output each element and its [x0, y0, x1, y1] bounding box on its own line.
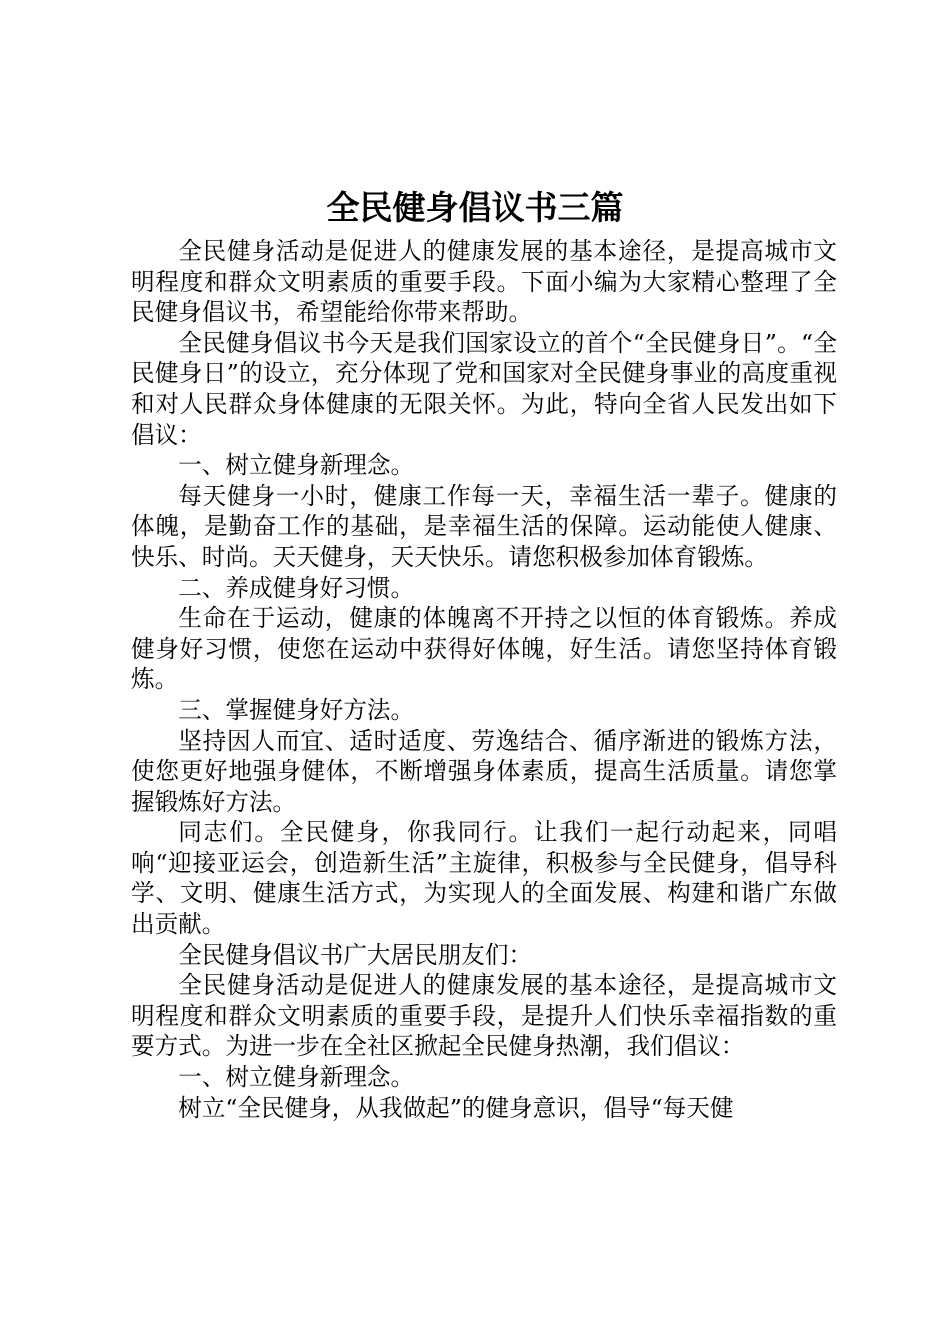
section-heading-1: 一、树立健身新理念。: [178, 451, 415, 480]
document-title: 全民健身倡议书三篇: [326, 188, 624, 227]
paragraph-proposal-1-opening: 全民健身倡议书今天是我们国家设立的首个“全民健身日”。“全民健身日”的设立，充分体现了党和国家对全民健身事业的高度重视和对人民群众身体健康的无限关怀。为此，特向全省人民发出如下倡议：: [131, 328, 837, 449]
paragraph-closing: 同志们。全民健身，你我同行。让我们一起行动起来，同唱响“迎接亚运会，创造新生活”主旋律，积极参与全民健身，倡导科学、文明、健康生活方式，为实现人的全面发展、构建和谐广东做出贡献。: [131, 818, 837, 939]
paragraph: 每天健身一小时，健康工作每一天，幸福生活一辈子。健康的体魄，是勤奋工作的基础，是幸福生活的保障。运动能使人健康、快乐、时尚。天天健身，天天快乐。请您积极参加体育锻炼。: [131, 481, 837, 571]
section-heading-1: 一、树立健身新理念。: [178, 1063, 415, 1092]
paragraph: 坚持因人而宜、适时适度、劳逸结合、循序渐进的锻炼方法，使您更好地强身健体，不断增强身体素质，提高生活质量。请您掌握锻炼好方法。: [131, 726, 837, 816]
document-body: [131, 236, 837, 1123]
paragraph-proposal-2-salutation: 全民健身倡议书广大居民朋友们：: [178, 940, 533, 969]
paragraph-truncated: 树立“全民健身，从我做起”的健身意识，倡导“每天健: [178, 1093, 734, 1122]
paragraph-intro: 全民健身活动是促进人的健康发展的基本途径，是提高城市文明程度和群众文明素质的重要手段。下面小编为大家精心整理了全民健身倡议书，希望能给你带来帮助。: [131, 237, 837, 327]
paragraph: 生命在于运动，健康的体魄离不开持之以恒的体育锻炼。养成健身好习惯，使您在运动中获得好体魄，好生活。请您坚持体育锻炼。: [131, 604, 837, 694]
section-heading-2: 二、养成健身好习惯。: [178, 573, 415, 602]
section-heading-3: 三、掌握健身好方法。: [178, 695, 415, 724]
paragraph: 全民健身活动是促进人的健康发展的基本途径，是提高城市文明程度和群众文明素质的重要手段，是提升人们快乐幸福指数的重要方式。为进一步在全社区掀起全民健身热潮，我们倡议：: [131, 971, 837, 1061]
